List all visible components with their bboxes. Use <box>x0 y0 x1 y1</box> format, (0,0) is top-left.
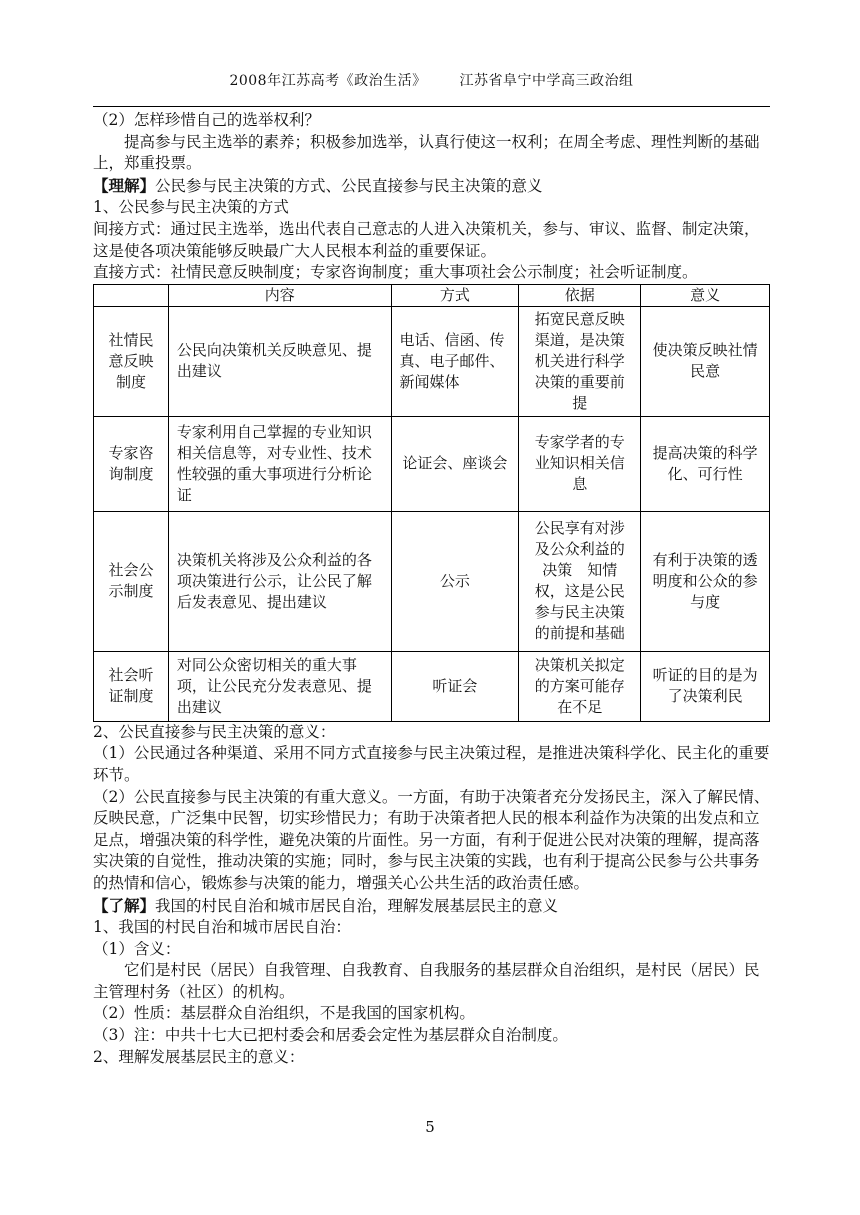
table-cell-content: 专家利用自己掌握的专业知识相关信息等，对专业性、技术性较强的重大事项进行分析论证 <box>168 416 391 511</box>
table-cell-method: 听证会 <box>391 651 519 721</box>
table-cell-method: 论证会、座谈会 <box>391 416 519 511</box>
table-row <box>94 511 770 651</box>
item-heading: 2、公民直接参与民主决策的意义： <box>93 722 336 741</box>
table-row <box>94 306 770 416</box>
table-cell-basis: 公民享有对涉及公众利益的决策 知情权，这是公民参与民主决策的前提和基础 <box>519 511 641 651</box>
table-header-row <box>94 284 770 306</box>
significance-point-2: （2）公民直接参与民主决策的有重大意义。一方面，有助于决策者充分发扬民主，深入了解民情、反映民意，广泛集中民智，切实珍惜民力；有助于决策者把人民的根本利益作为决策的出发点和立足点，增强决策的科学性，避免决策的片面性。另一方面，有利于促进公民对决策的理解，提高落实决策的自觉性，推动决策的实施；同时，参与民主决策的实践，也有利于提高公民参与公共事务的热情和信心，锻炼参与决策的能力，增强关心公共生活的政治责任感。 <box>93 787 770 892</box>
page-number: 5 <box>425 1118 435 1136</box>
section-heading-understand <box>93 175 770 198</box>
item-heading: 2、理解发展基层民主的意义： <box>93 1047 305 1066</box>
header-rule <box>93 106 770 107</box>
methods-table <box>93 284 770 722</box>
definition-label: （1）含义： <box>93 939 181 958</box>
table-cell-basis: 拓宽民意反映渠道，是决策机关进行科学决策的重要前提 <box>519 306 641 416</box>
answer-paragraph: 提高参与民主选举的素养；积极参加选举，认真行使这一权利；在周全考虑、理性判断的基础上，郑重投票。 <box>93 132 760 173</box>
table-cell-significance: 有利于决策的透明度和公众的参与度 <box>641 511 770 651</box>
section-title: 公民参与民主决策的方式、公民直接参与民主决策的意义 <box>155 176 543 195</box>
table-cell-basis: 专家学者的专业知识相关信息 <box>519 416 641 511</box>
direct-method: 直接方式：社情民意反映制度；专家咨询制度；重大事项社会公示制度；社会听证制度。 <box>93 263 698 282</box>
table-cell-content: 决策机关将涉及公众利益的各项决策进行公示，让公民了解后发表意见、提出建议 <box>168 511 391 651</box>
page-content <box>93 110 770 1068</box>
table-cell-content: 对同公众密切相关的重大事项，让公民充分发表意见、提出建议 <box>168 651 391 721</box>
question-heading: （2）怎样珍惜自己的选举权利？ <box>93 111 320 129</box>
table-cell-system: 社会听证制度 <box>94 651 169 721</box>
table-cell-system: 社情民意反映制度 <box>94 306 169 416</box>
table-cell-basis: 决策机关拟定的方案可能存在不足 <box>519 651 641 721</box>
section-title: 我国的村民自治和城市居民自治，理解发展基层民主的意义 <box>155 896 559 915</box>
table-cell-system: 社会公示制度 <box>94 511 169 651</box>
table-header-cell: 依据 <box>519 284 641 306</box>
section-heading-know <box>93 895 770 918</box>
table-cell-significance: 提高决策的科学化、可行性 <box>641 416 770 511</box>
note-text: （3）注：中共十七大已把村委会和居委会定性为基层群众自治制度。 <box>93 1026 568 1045</box>
significance-point-1: （1）公民通过各种渠道、采用不同方式直接参与民主决策过程，是推进决策科学化、民主化的重要环节。 <box>93 744 770 784</box>
item-heading: 1、我国的村民自治和城市居民自治： <box>93 918 351 937</box>
table-row <box>94 651 770 721</box>
page-header <box>93 70 770 90</box>
table-cell-method: 电话、信函、传真、电子邮件、新闻媒体 <box>391 306 519 416</box>
table-header-cell: 内容 <box>168 284 391 306</box>
header-left-text: 2008年江苏高考《政治生活》 <box>229 73 427 89</box>
table-header-cell: 意义 <box>641 284 770 306</box>
table-cell-method: 公示 <box>391 511 519 651</box>
table-cell-significance: 使决策反映社情民意 <box>641 306 770 416</box>
indirect-method: 间接方式：通过民主选举，选出代表自己意志的人进入决策机关，参与、审议、监督、制定决策，这是使各项决策能够反映最广大人民根本利益的重要保证。 <box>93 219 760 260</box>
header-right-text: 江苏省阜宁中学高三政治组 <box>459 73 634 89</box>
section-tag: 【理解】 <box>93 175 156 195</box>
table-header-cell: 方式 <box>391 284 519 306</box>
definition-text: 它们是村民（居民）自我管理、自我教育、自我服务的基层群众自治组织，是村民（居民）民主管理村务（社区）的机构。 <box>93 961 760 1001</box>
table-row <box>94 416 770 511</box>
section-tag: 【了解】 <box>93 895 156 915</box>
item-heading: 1、公民参与民主决策的方式 <box>93 198 289 217</box>
table-cell-significance: 听证的目的是为了决策利民 <box>641 651 770 721</box>
table-header-cell <box>94 284 169 306</box>
table-cell-system: 专家咨询制度 <box>94 416 169 511</box>
nature-text: （2）性质：基层群众自治组织，不是我国的国家机构。 <box>93 1004 475 1023</box>
table-cell-content: 公民向决策机关反映意见、提出建议 <box>168 306 391 416</box>
